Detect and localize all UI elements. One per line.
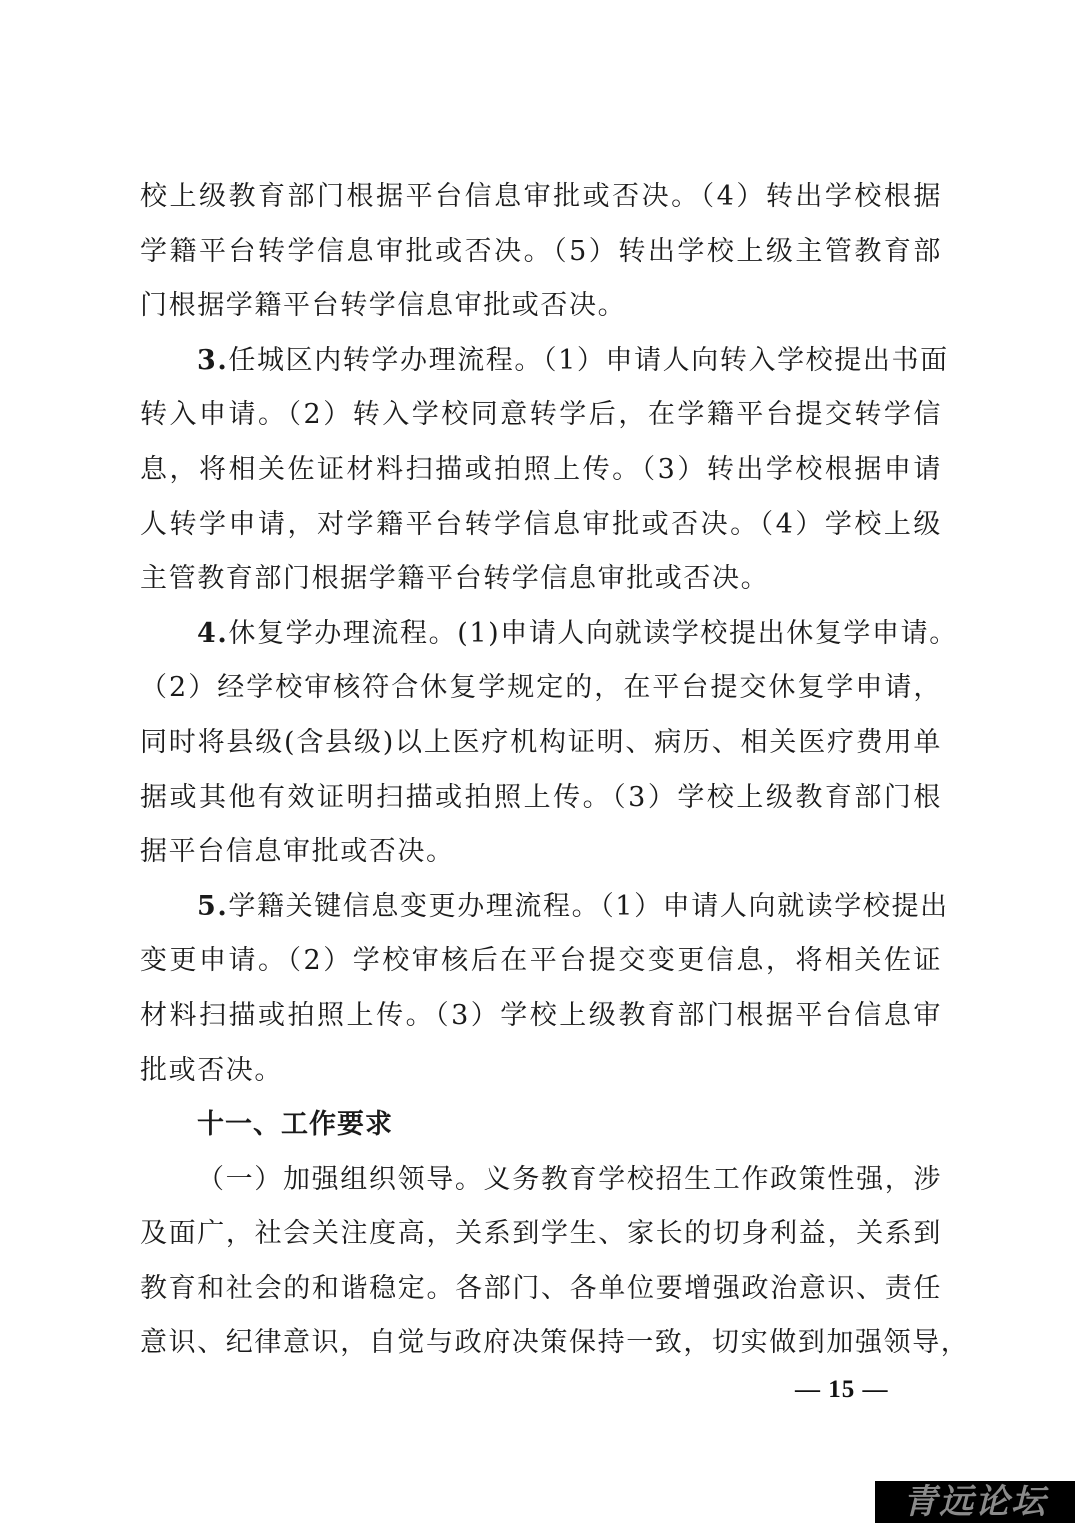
text-line: 据平台信息审批或否决。 [140, 836, 455, 868]
item-3-first-line [140, 334, 949, 389]
text-line: （2）经学校审核符合休复学规定的，在平台提交休复学申请， [140, 672, 942, 704]
item-number: 3. [197, 344, 229, 376]
text-line: 据或其他有效证明扫描或拍照上传。（3）学校上级教育部门根 [140, 781, 942, 813]
text-line: 主管教育部门根据学籍平台转学信息审批或否决。 [140, 563, 770, 595]
item-number: 4. [197, 617, 229, 649]
text-line: 人转学申请，对学籍平台转学信息审批或否决。（4）学校上级 [140, 508, 942, 540]
page-number: — 15 — [795, 1376, 889, 1403]
text-line: 教育和社会的和谐稳定。各部门、各单位要增强政治意识、责任 [140, 1272, 942, 1304]
item-text: 任城区内转学办理流程。（1）申请人向转入学校提出书面 [228, 344, 949, 376]
text-line: 同时将县级(含县级)以上医疗机构证明、病历、相关医疗费用单 [140, 726, 942, 758]
text-line: 材料扫描或拍照上传。（3）学校上级教育部门根据平台信息审 [140, 999, 942, 1031]
item-text: 休复学办理流程。(1)申请人向就读学校提出休复学申请。 [228, 617, 958, 649]
text-line: 息，将相关佐证材料扫描或拍照上传。（3）转出学校根据申请 [140, 453, 942, 485]
item-text: 学籍关键信息变更办理流程。（1）申请人向就读学校提出 [228, 890, 949, 922]
item-number: 5. [197, 890, 229, 922]
section-1-first-line: （一）加强组织领导。义务教育学校招生工作政策性强，涉 [197, 1163, 942, 1195]
text-line: 意识、纪律意识，自觉与政府决策保持一致，切实做到加强领导， [140, 1327, 970, 1359]
text-line: 变更申请。（2）学校审核后在平台提交变更信息，将相关佐证 [140, 945, 942, 977]
text-line: 校上级教育部门根据平台信息审批或否决。（4）转出学校根据 [140, 181, 942, 212]
section-heading: 十一、工作要求 [197, 1109, 393, 1141]
text-line: 转入申请。（2）转入学校同意转学后，在学籍平台提交转学信 [140, 399, 942, 431]
watermark-logo: 青远论坛 [875, 1481, 1075, 1523]
text-line: 门根据学籍平台转学信息审批或否决。 [140, 290, 627, 322]
document-body [140, 170, 970, 1371]
text-line: 及面广，社会关注度高，关系到学生、家长的切身利益，关系到 [140, 1218, 942, 1250]
item-5-first-line [140, 880, 949, 935]
text-line: 学籍平台转学信息审批或否决。（5）转出学校上级主管教育部 [140, 235, 942, 267]
item-4-first-line [140, 607, 958, 662]
text-line: 批或否决。 [140, 1054, 283, 1086]
